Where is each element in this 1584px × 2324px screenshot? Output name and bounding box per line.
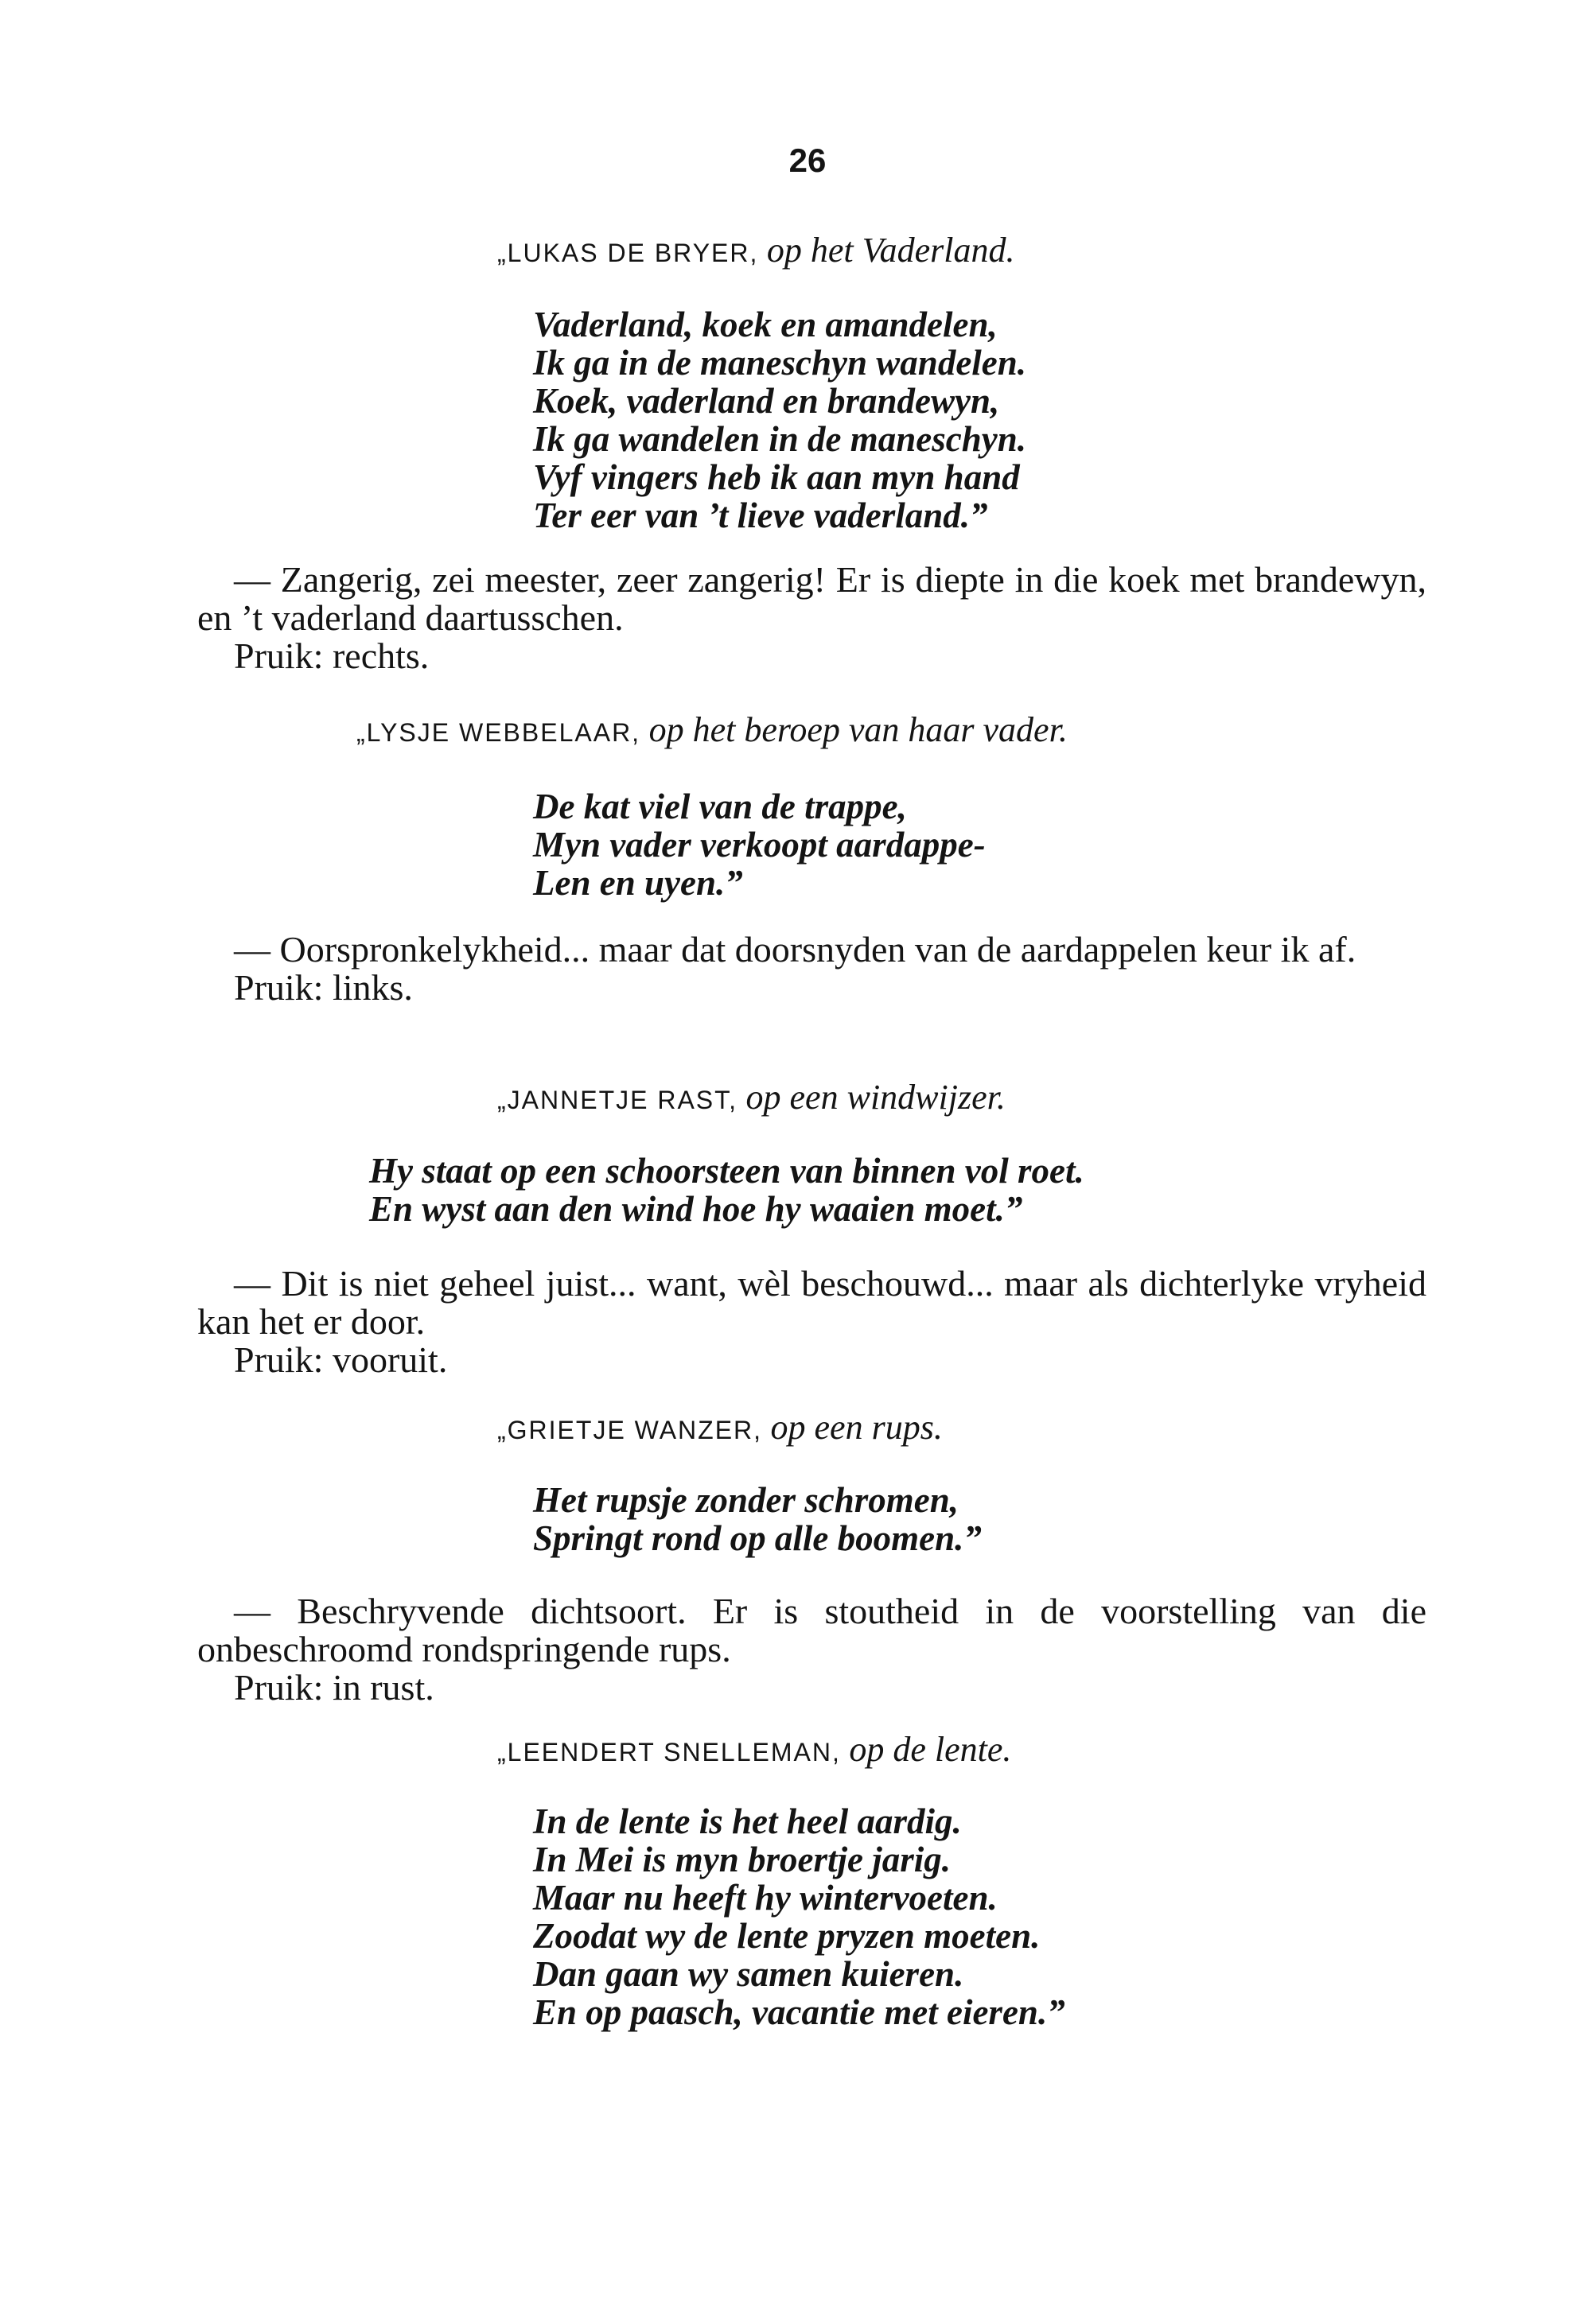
pruik-note: Pruik: rechts. xyxy=(234,635,430,676)
poem-line: Ter eer van ’t lieve vaderland.” xyxy=(533,496,988,535)
poem-line: Koek, vaderland en brandewyn, xyxy=(533,381,1000,421)
pruik-note: Pruik: links. xyxy=(234,967,413,1008)
poem-line: Dan gaan wy samen kuieren. xyxy=(533,1954,964,1994)
entry-topic: op het beroep van haar vader. xyxy=(648,710,1068,749)
poem-line: Ik ga in de maneschyn wandelen. xyxy=(533,343,1027,383)
entry-heading xyxy=(497,231,1015,273)
poem-line: En op paasch, vacantie met eieren.” xyxy=(533,1992,1065,2032)
entry-author: „LUKAS DE BRYER, xyxy=(497,239,759,267)
pruik-note: Pruik: vooruit. xyxy=(234,1339,448,1380)
comment-text: — Oorspronkelykheid... maar dat doorsnyden van de aardappelen keur ik af. xyxy=(234,929,1356,970)
entry-heading xyxy=(497,1078,1006,1120)
poem-line: Vyf vingers heb ik aan myn hand xyxy=(533,457,1020,497)
poem-line: In de lente is het heel aardig. xyxy=(533,1801,962,1841)
poem xyxy=(533,1802,1065,2031)
poem-line: Vaderland, koek en amandelen, xyxy=(533,305,998,344)
poem-line: Ik ga wandelen in de maneschyn. xyxy=(533,419,1027,459)
poem-line: Hy staat op een schoorsteen van binnen vol roet. xyxy=(369,1151,1084,1191)
page-number: 26 xyxy=(788,142,827,179)
entry-topic: op de lente. xyxy=(849,1730,1012,1769)
entry-heading xyxy=(356,710,1068,752)
poem-line: Maar nu heeft hy wintervoeten. xyxy=(533,1878,998,1918)
entry-topic: op het Vaderland. xyxy=(766,231,1015,270)
poem xyxy=(533,305,1026,534)
entry-author: „JANNETJE RAST, xyxy=(497,1086,738,1114)
poem-line: Zoodat wy de lente pryzen moeten. xyxy=(533,1916,1041,1956)
entry-author: „LYSJE WEBBELAAR, xyxy=(356,718,641,747)
poem xyxy=(533,1481,982,1557)
poem-line: En wyst aan den wind hoe hy waaien moet.” xyxy=(369,1189,1023,1229)
poem-line: Len en uyen.” xyxy=(533,863,743,903)
poem-line: Het rupsje zonder schromen, xyxy=(533,1480,959,1520)
poem xyxy=(369,1152,1084,1228)
teacher-comment xyxy=(197,1265,1426,1379)
entry-heading xyxy=(497,1730,1011,1772)
teacher-comment xyxy=(197,931,1426,1007)
entry-topic: op een rups. xyxy=(770,1408,943,1447)
teacher-comment xyxy=(197,561,1426,675)
entry-author: „LEENDERT SNELLEMAN, xyxy=(497,1738,841,1766)
comment-text: — Beschryvende dichtsoort. Er is stoutheid in de voorstelling van die onbeschroomd rondspringende rups. xyxy=(197,1591,1426,1669)
comment-text: — Dit is niet geheel juist... want, wèl beschouwd... maar als dichterlyke vryheid kan het er door. xyxy=(197,1263,1426,1342)
poem-line: Myn vader verkoopt aardappe- xyxy=(533,825,986,865)
poem-line: In Mei is myn broertje jarig. xyxy=(533,1840,952,1879)
teacher-comment xyxy=(197,1592,1426,1707)
entry-heading xyxy=(497,1408,943,1450)
pruik-note: Pruik: in rust. xyxy=(234,1667,434,1708)
poem-line: Springt rond op alle boomen.” xyxy=(533,1518,982,1558)
entry-author: „GRIETJE WANZER, xyxy=(497,1416,763,1444)
comment-text: — Zangerig, zei meester, zeer zangerig! Er is diepte in die koek met brandewyn, en ’t vaderland daartusschen. xyxy=(197,559,1426,638)
entry-topic: op een windwijzer. xyxy=(745,1078,1006,1117)
poem-line: De kat viel van de trappe, xyxy=(533,787,907,826)
poem xyxy=(533,787,986,902)
